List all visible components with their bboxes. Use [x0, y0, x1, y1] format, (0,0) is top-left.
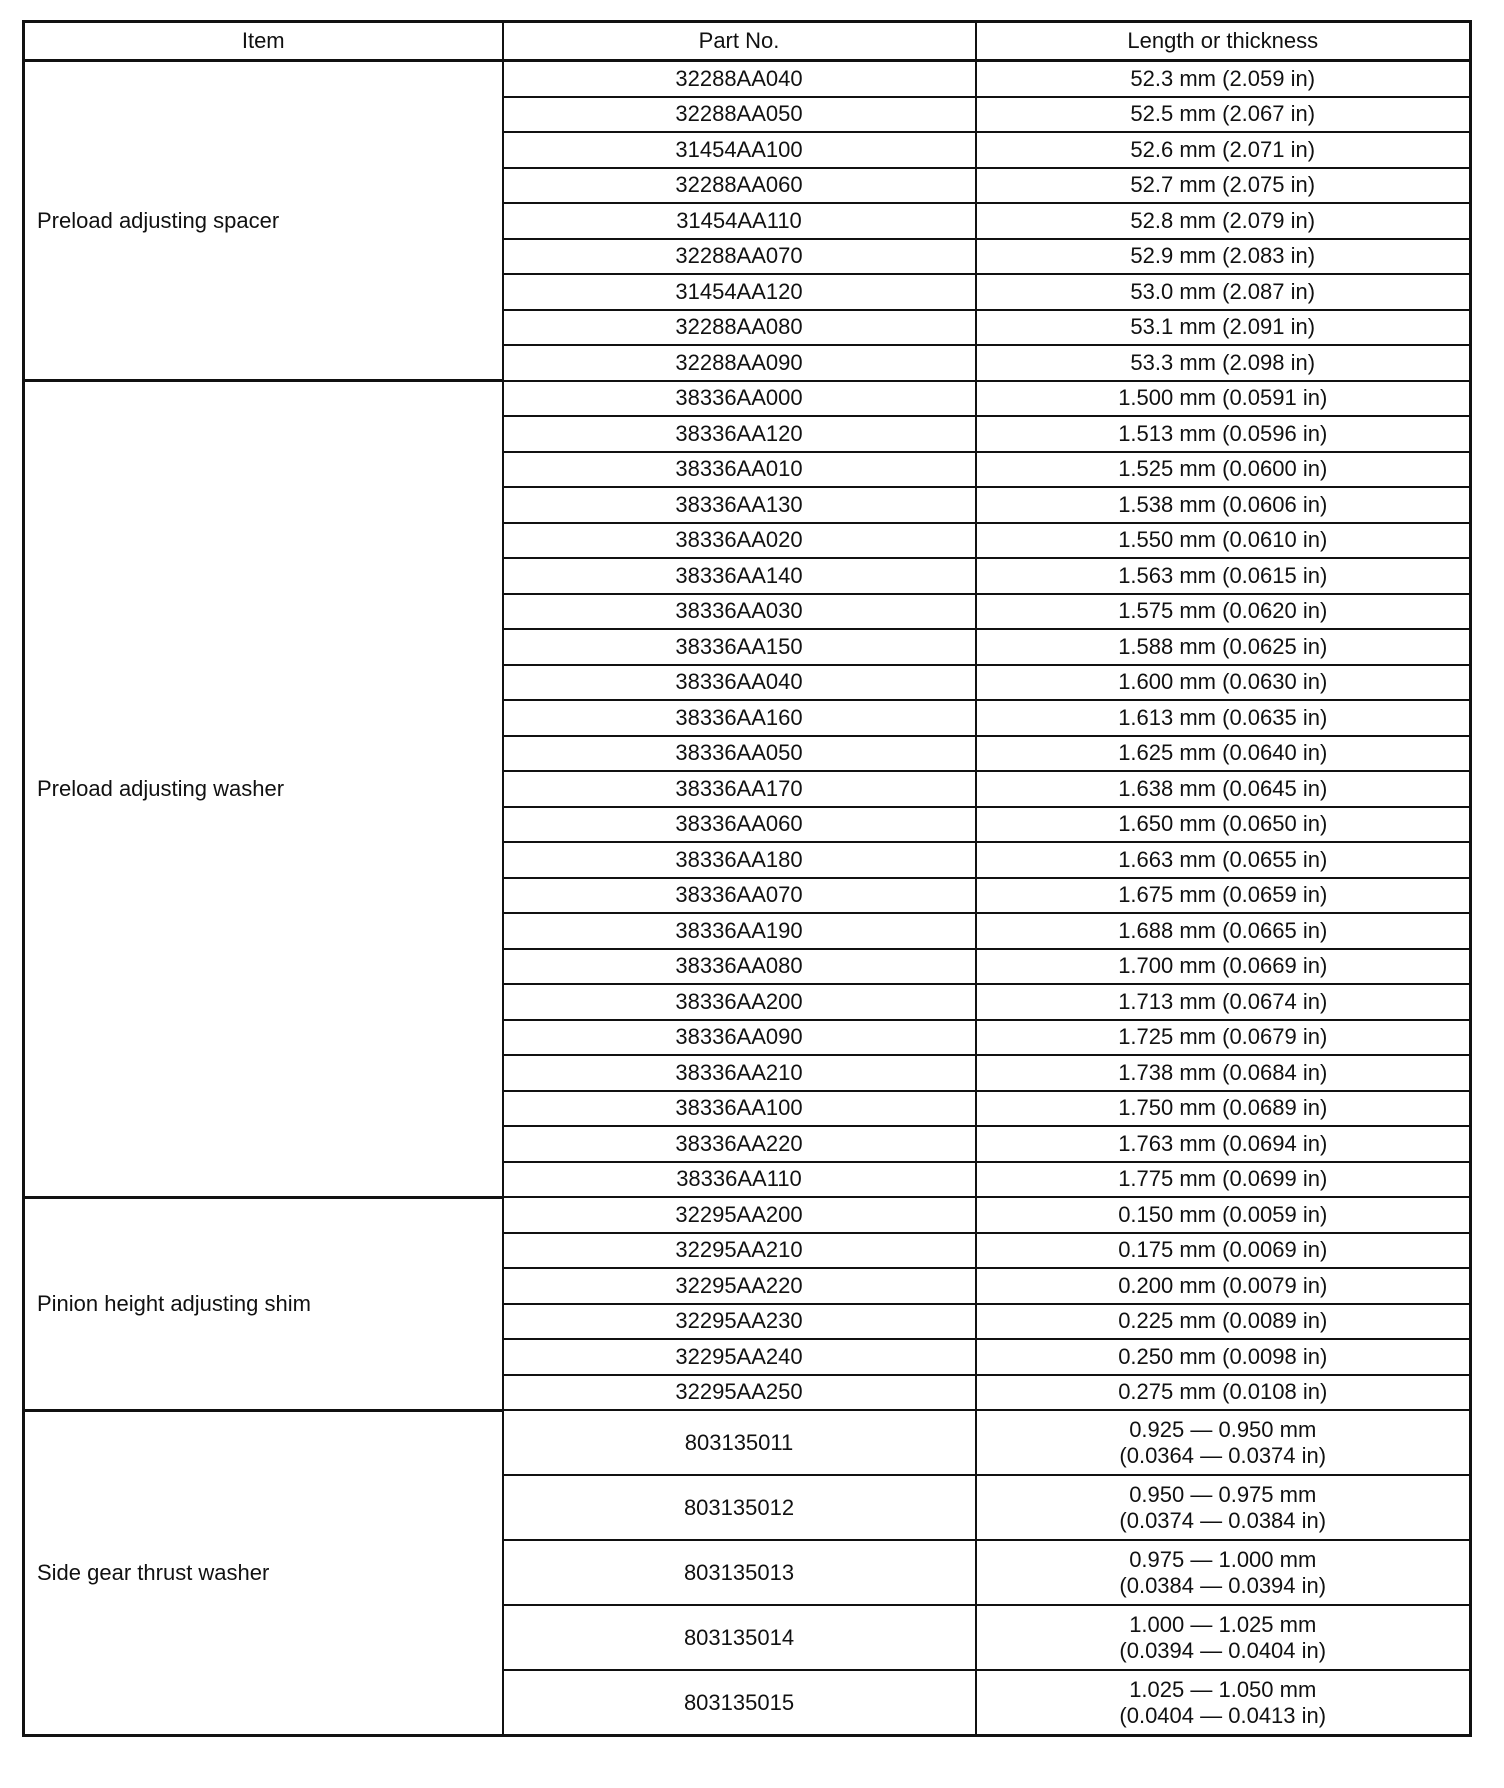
length-line: 1.650 mm (0.0650 in) — [1118, 811, 1328, 837]
length-cell — [976, 736, 1471, 772]
length-cell — [976, 771, 1471, 807]
part-number-cell: 32288AA070 — [503, 239, 976, 275]
item-name-cell: Preload adjusting washer — [24, 381, 503, 1198]
part-number-cell: 32288AA040 — [503, 61, 976, 97]
length-line: 0.225 mm (0.0089 in) — [1118, 1308, 1328, 1334]
part-number-cell: 38336AA210 — [503, 1055, 976, 1091]
length-line: 0.250 mm (0.0098 in) — [1118, 1343, 1328, 1369]
length-line: 52.3 mm (2.059 in) — [1130, 65, 1316, 91]
length-cell — [976, 1339, 1471, 1375]
part-number-cell: 38336AA150 — [503, 629, 976, 665]
table-row — [24, 381, 1471, 417]
length-cell — [976, 629, 1471, 665]
length-line: 53.0 mm (2.087 in) — [1130, 278, 1316, 304]
part-number-cell: 38336AA080 — [503, 949, 976, 985]
part-number-cell: 32288AA050 — [503, 97, 976, 133]
length-cell — [976, 239, 1471, 275]
length-cell — [976, 381, 1471, 417]
length-line: 1.600 mm (0.0630 in) — [1118, 669, 1328, 695]
length-line: 1.675 mm (0.0659 in) — [1118, 882, 1328, 908]
length-line: 0.950 — 0.975 mm — [1129, 1481, 1317, 1507]
table-row — [24, 1410, 1471, 1475]
part-number-cell: 38336AA100 — [503, 1091, 976, 1127]
header-item: Item — [24, 22, 503, 61]
length-cell — [976, 1540, 1471, 1605]
length-cell — [976, 452, 1471, 488]
length-cell — [976, 1197, 1471, 1233]
part-number-cell: 38336AA060 — [503, 807, 976, 843]
part-number-cell: 32295AA230 — [503, 1304, 976, 1340]
length-line: 52.8 mm (2.079 in) — [1130, 207, 1316, 233]
length-cell — [976, 310, 1471, 346]
part-number-cell: 32295AA250 — [503, 1375, 976, 1411]
header-row — [24, 22, 1471, 61]
length-line: 52.7 mm (2.075 in) — [1130, 172, 1316, 198]
length-cell — [976, 487, 1471, 523]
part-number-cell: 803135011 — [503, 1410, 976, 1475]
part-number-cell: 32295AA200 — [503, 1197, 976, 1233]
part-number-cell: 38336AA040 — [503, 665, 976, 701]
part-number-cell: 32295AA220 — [503, 1268, 976, 1304]
part-number-cell: 38336AA030 — [503, 594, 976, 630]
item-name-cell: Pinion height adjusting shim — [24, 1197, 503, 1410]
length-line: (0.0384 — 0.0394 in) — [1119, 1572, 1327, 1598]
length-cell — [976, 61, 1471, 97]
item-name-cell: Preload adjusting spacer — [24, 61, 503, 381]
length-cell — [976, 1268, 1471, 1304]
length-cell — [976, 1605, 1471, 1670]
length-line: 1.500 mm (0.0591 in) — [1118, 385, 1328, 411]
length-cell — [976, 949, 1471, 985]
length-cell — [976, 1055, 1471, 1091]
part-number-cell: 38336AA130 — [503, 487, 976, 523]
part-number-cell: 38336AA160 — [503, 700, 976, 736]
part-number-cell: 32295AA210 — [503, 1233, 976, 1269]
length-cell — [976, 594, 1471, 630]
length-cell — [976, 1091, 1471, 1127]
length-line: 53.3 mm (2.098 in) — [1130, 349, 1316, 375]
length-cell — [976, 1020, 1471, 1056]
length-line: 1.763 mm (0.0694 in) — [1118, 1130, 1328, 1156]
part-number-cell: 803135015 — [503, 1670, 976, 1736]
length-cell — [976, 700, 1471, 736]
length-line: 0.275 mm (0.0108 in) — [1118, 1379, 1328, 1405]
length-cell — [976, 984, 1471, 1020]
part-number-cell: 803135012 — [503, 1475, 976, 1540]
parts-spec-table — [22, 20, 1472, 1737]
part-number-cell: 38336AA020 — [503, 523, 976, 559]
length-line: 1.638 mm (0.0645 in) — [1118, 775, 1328, 801]
length-line: 1.550 mm (0.0610 in) — [1118, 527, 1328, 553]
part-number-cell: 38336AA170 — [503, 771, 976, 807]
part-number-cell: 803135013 — [503, 1540, 976, 1605]
part-number-cell: 32288AA080 — [503, 310, 976, 346]
part-number-cell: 38336AA010 — [503, 452, 976, 488]
length-cell — [976, 1375, 1471, 1411]
length-line: 1.725 mm (0.0679 in) — [1118, 1024, 1328, 1050]
part-number-cell: 38336AA000 — [503, 381, 976, 417]
length-line: 52.5 mm (2.067 in) — [1130, 101, 1316, 127]
length-cell — [976, 416, 1471, 452]
length-line: (0.0404 — 0.0413 in) — [1119, 1702, 1327, 1728]
length-line: (0.0374 — 0.0384 in) — [1119, 1507, 1327, 1533]
length-line: 1.713 mm (0.0674 in) — [1118, 988, 1328, 1014]
part-number-cell: 38336AA190 — [503, 913, 976, 949]
length-cell — [976, 274, 1471, 310]
length-cell — [976, 97, 1471, 133]
length-line: 1.513 mm (0.0596 in) — [1118, 420, 1328, 446]
length-cell — [976, 1233, 1471, 1269]
length-line: 1.525 mm (0.0600 in) — [1118, 456, 1328, 482]
part-number-cell: 31454AA120 — [503, 274, 976, 310]
length-cell — [976, 878, 1471, 914]
length-line: 1.688 mm (0.0665 in) — [1118, 917, 1328, 943]
part-number-cell: 803135014 — [503, 1605, 976, 1670]
length-cell — [976, 1410, 1471, 1475]
length-line: 1.738 mm (0.0684 in) — [1118, 1059, 1328, 1085]
length-line: 1.625 mm (0.0640 in) — [1118, 740, 1328, 766]
length-cell — [976, 1304, 1471, 1340]
length-cell — [976, 807, 1471, 843]
length-line: 1.575 mm (0.0620 in) — [1118, 598, 1328, 624]
table-row — [24, 61, 1471, 97]
length-line: 1.538 mm (0.0606 in) — [1118, 491, 1328, 517]
length-cell — [976, 1475, 1471, 1540]
length-line: 1.750 mm (0.0689 in) — [1118, 1095, 1328, 1121]
part-number-cell: 38336AA120 — [503, 416, 976, 452]
part-number-cell: 38336AA220 — [503, 1126, 976, 1162]
length-line: 0.175 mm (0.0069 in) — [1118, 1237, 1328, 1263]
length-line: 52.6 mm (2.071 in) — [1130, 136, 1316, 162]
length-line: 1.663 mm (0.0655 in) — [1118, 846, 1328, 872]
length-line: 1.613 mm (0.0635 in) — [1118, 704, 1328, 730]
length-cell — [976, 203, 1471, 239]
length-line: 0.925 — 0.950 mm — [1129, 1416, 1317, 1442]
length-line: 1.588 mm (0.0625 in) — [1118, 633, 1328, 659]
part-number-cell: 38336AA180 — [503, 842, 976, 878]
part-number-cell: 31454AA100 — [503, 132, 976, 168]
part-number-cell: 38336AA140 — [503, 558, 976, 594]
length-line: 52.9 mm (2.083 in) — [1130, 243, 1316, 269]
length-cell — [976, 913, 1471, 949]
part-number-cell: 32288AA090 — [503, 345, 976, 381]
part-number-cell: 32295AA240 — [503, 1339, 976, 1375]
header-length: Length or thickness — [976, 22, 1471, 61]
item-name-cell: Side gear thrust washer — [24, 1410, 503, 1736]
part-number-cell: 38336AA200 — [503, 984, 976, 1020]
length-line: 0.150 mm (0.0059 in) — [1118, 1201, 1328, 1227]
header-part-no: Part No. — [503, 22, 976, 61]
length-cell — [976, 558, 1471, 594]
length-line: 0.975 — 1.000 mm — [1129, 1546, 1317, 1572]
length-line: (0.0394 — 0.0404 in) — [1119, 1637, 1327, 1663]
length-cell — [976, 665, 1471, 701]
part-number-cell: 31454AA110 — [503, 203, 976, 239]
length-line: 1.000 — 1.025 mm — [1129, 1611, 1317, 1637]
length-cell — [976, 1670, 1471, 1736]
length-line: 1.563 mm (0.0615 in) — [1118, 562, 1328, 588]
length-cell — [976, 168, 1471, 204]
length-cell — [976, 345, 1471, 381]
length-line: 53.1 mm (2.091 in) — [1130, 314, 1316, 340]
length-cell — [976, 1126, 1471, 1162]
length-line: 0.200 mm (0.0079 in) — [1118, 1272, 1328, 1298]
part-number-cell: 32288AA060 — [503, 168, 976, 204]
length-line: (0.0364 — 0.0374 in) — [1119, 1442, 1327, 1468]
part-number-cell: 38336AA050 — [503, 736, 976, 772]
part-number-cell: 38336AA110 — [503, 1162, 976, 1198]
length-line: 1.025 — 1.050 mm — [1129, 1676, 1317, 1702]
part-number-cell: 38336AA070 — [503, 878, 976, 914]
length-cell — [976, 523, 1471, 559]
length-line: 1.700 mm (0.0669 in) — [1118, 953, 1328, 979]
table-row — [24, 1197, 1471, 1233]
part-number-cell: 38336AA090 — [503, 1020, 976, 1056]
length-line: 1.775 mm (0.0699 in) — [1118, 1166, 1328, 1192]
length-cell — [976, 132, 1471, 168]
length-cell — [976, 842, 1471, 878]
length-cell — [976, 1162, 1471, 1198]
